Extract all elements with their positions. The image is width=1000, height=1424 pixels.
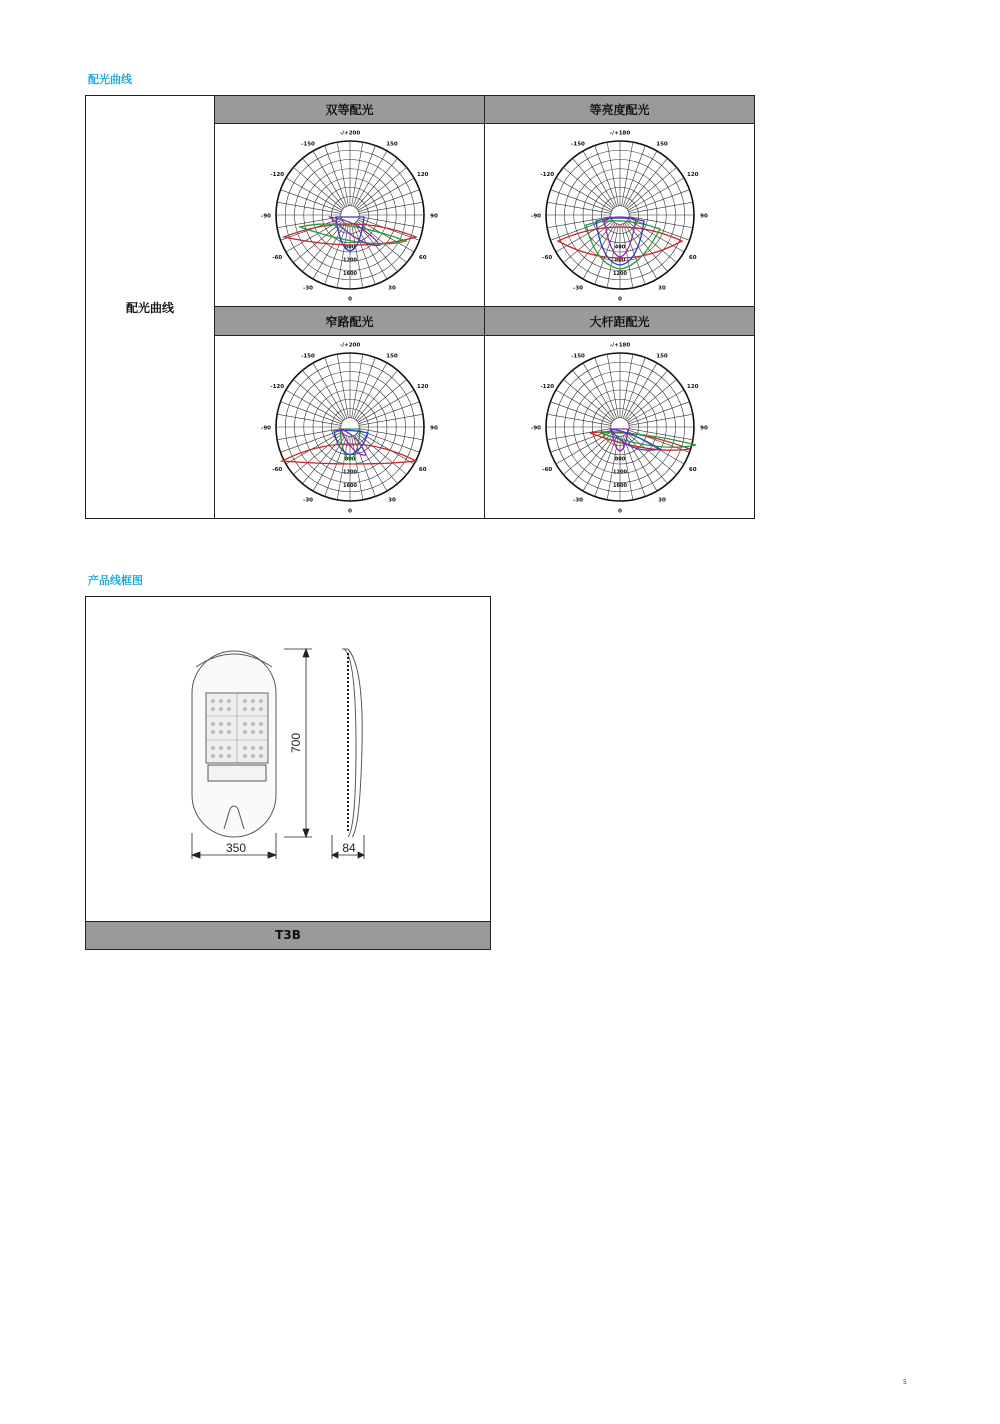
angle-tick-label: -30 [302, 285, 313, 292]
light-distribution-table [85, 95, 755, 519]
angle-tick-label: 30 [657, 497, 666, 504]
angle-tick-label: 30 [657, 285, 666, 292]
chart-cell-4 [485, 335, 755, 518]
polar-chart-double-symmetric [235, 126, 465, 304]
angle-tick-label: 120 [686, 172, 698, 179]
polar-grid [546, 141, 697, 289]
angle-tick-label: 60 [418, 255, 427, 262]
angle-tick-label: -/+200 [339, 342, 360, 349]
angle-tick-label: -60 [541, 466, 552, 473]
angle-tick-label: -150 [570, 142, 585, 149]
angle-tick-label: -30 [302, 497, 313, 504]
chart-title-2: 等亮度配光 [485, 96, 755, 124]
angle-tick-label: -150 [300, 142, 315, 149]
angle-tick-label: -90 [260, 213, 271, 220]
radial-tick-label: 1600 [612, 482, 627, 489]
polar-chart-narrow-road [235, 338, 465, 516]
polar-grid [546, 353, 697, 504]
polar-grid [276, 353, 427, 504]
angle-tick-label: -120 [269, 172, 284, 179]
model-label: T3B [86, 921, 490, 949]
polar-grid [276, 141, 427, 289]
angle-tick-label: 60 [418, 466, 427, 473]
radial-tick-label: 1200 [612, 469, 627, 476]
angle-tick-label: 0 [617, 508, 622, 515]
angle-tick-label: -/+200 [339, 130, 360, 137]
chart-cell-2 [485, 124, 755, 307]
angle-tick-label: 60 [688, 255, 697, 262]
angle-tick-label: 0 [617, 296, 622, 303]
page-number: 5 [903, 1379, 907, 1386]
angle-tick-label: 0 [347, 296, 352, 303]
angle-tick-label: 90 [429, 213, 438, 220]
wireframe-drawing [86, 597, 490, 922]
angle-tick-label: -90 [530, 425, 541, 432]
angle-tick-label: -90 [260, 425, 271, 432]
radial-tick-label: 1200 [342, 258, 357, 265]
angle-tick-label: -60 [541, 255, 552, 262]
radial-tick-label: 400 [614, 244, 625, 251]
angle-tick-label: 150 [655, 353, 668, 360]
radial-tick-label: 1600 [342, 482, 357, 489]
angle-tick-label: -30 [572, 497, 583, 504]
angle-tick-label: 120 [416, 383, 428, 390]
angle-tick-label: 120 [416, 172, 428, 179]
section-title-light-distribution: 配光曲线 [88, 73, 132, 86]
angle-tick-label: -150 [300, 353, 315, 360]
angle-tick-label: 150 [655, 142, 668, 149]
angle-tick-label: -120 [539, 172, 554, 179]
radial-tick-label: 1200 [342, 469, 357, 476]
angle-tick-label: -60 [271, 255, 282, 262]
angle-tick-label: 120 [686, 383, 698, 390]
dimension-width-label: 350 [225, 841, 247, 855]
radial-tick-label: 800 [614, 258, 625, 265]
angle-tick-label: -/+180 [609, 130, 630, 137]
angle-tick-label: 90 [699, 425, 708, 432]
angle-tick-label: -/+180 [609, 342, 630, 349]
angle-tick-label: -60 [271, 466, 282, 473]
radial-tick-label: 800 [614, 456, 625, 463]
row-label: 配光曲线 [86, 96, 215, 519]
lamp-front-view [192, 651, 276, 837]
dimension-depth-label: 84 [342, 841, 356, 855]
angle-tick-label: 90 [699, 213, 708, 220]
chart-title-4: 大杆距配光 [485, 307, 755, 335]
product-wireframe-box [85, 596, 491, 950]
angle-tick-label: -120 [539, 383, 554, 390]
angle-tick-label: 0 [347, 508, 352, 515]
polar-chart-equal-luminance [505, 126, 735, 304]
radial-tick-label: 1200 [612, 271, 627, 278]
chart-title-3: 窄路配光 [215, 307, 485, 335]
angle-tick-label: 90 [429, 425, 438, 432]
angle-tick-label: -90 [530, 213, 541, 220]
polar-chart-wide-spacing [505, 338, 735, 516]
angle-tick-label: 150 [385, 353, 398, 360]
angle-tick-label: 150 [385, 142, 398, 149]
angle-tick-label: 30 [387, 285, 396, 292]
angle-tick-label: 60 [688, 466, 697, 473]
section-title-wireframe: 产品线框图 [88, 574, 143, 587]
radial-tick-label: 1600 [342, 271, 357, 278]
angle-tick-label: 30 [387, 497, 396, 504]
chart-title-1: 双等配光 [215, 96, 485, 124]
lamp-side-view [342, 649, 362, 837]
chart-cell-1 [215, 124, 485, 307]
dimension-height-label: 700 [289, 732, 303, 754]
radial-tick-label: 800 [344, 244, 355, 251]
radial-tick-label: 800 [344, 456, 355, 463]
chart-cell-3 [215, 335, 485, 518]
angle-tick-label: -120 [269, 383, 284, 390]
angle-tick-label: -30 [572, 285, 583, 292]
angle-tick-label: -150 [570, 353, 585, 360]
